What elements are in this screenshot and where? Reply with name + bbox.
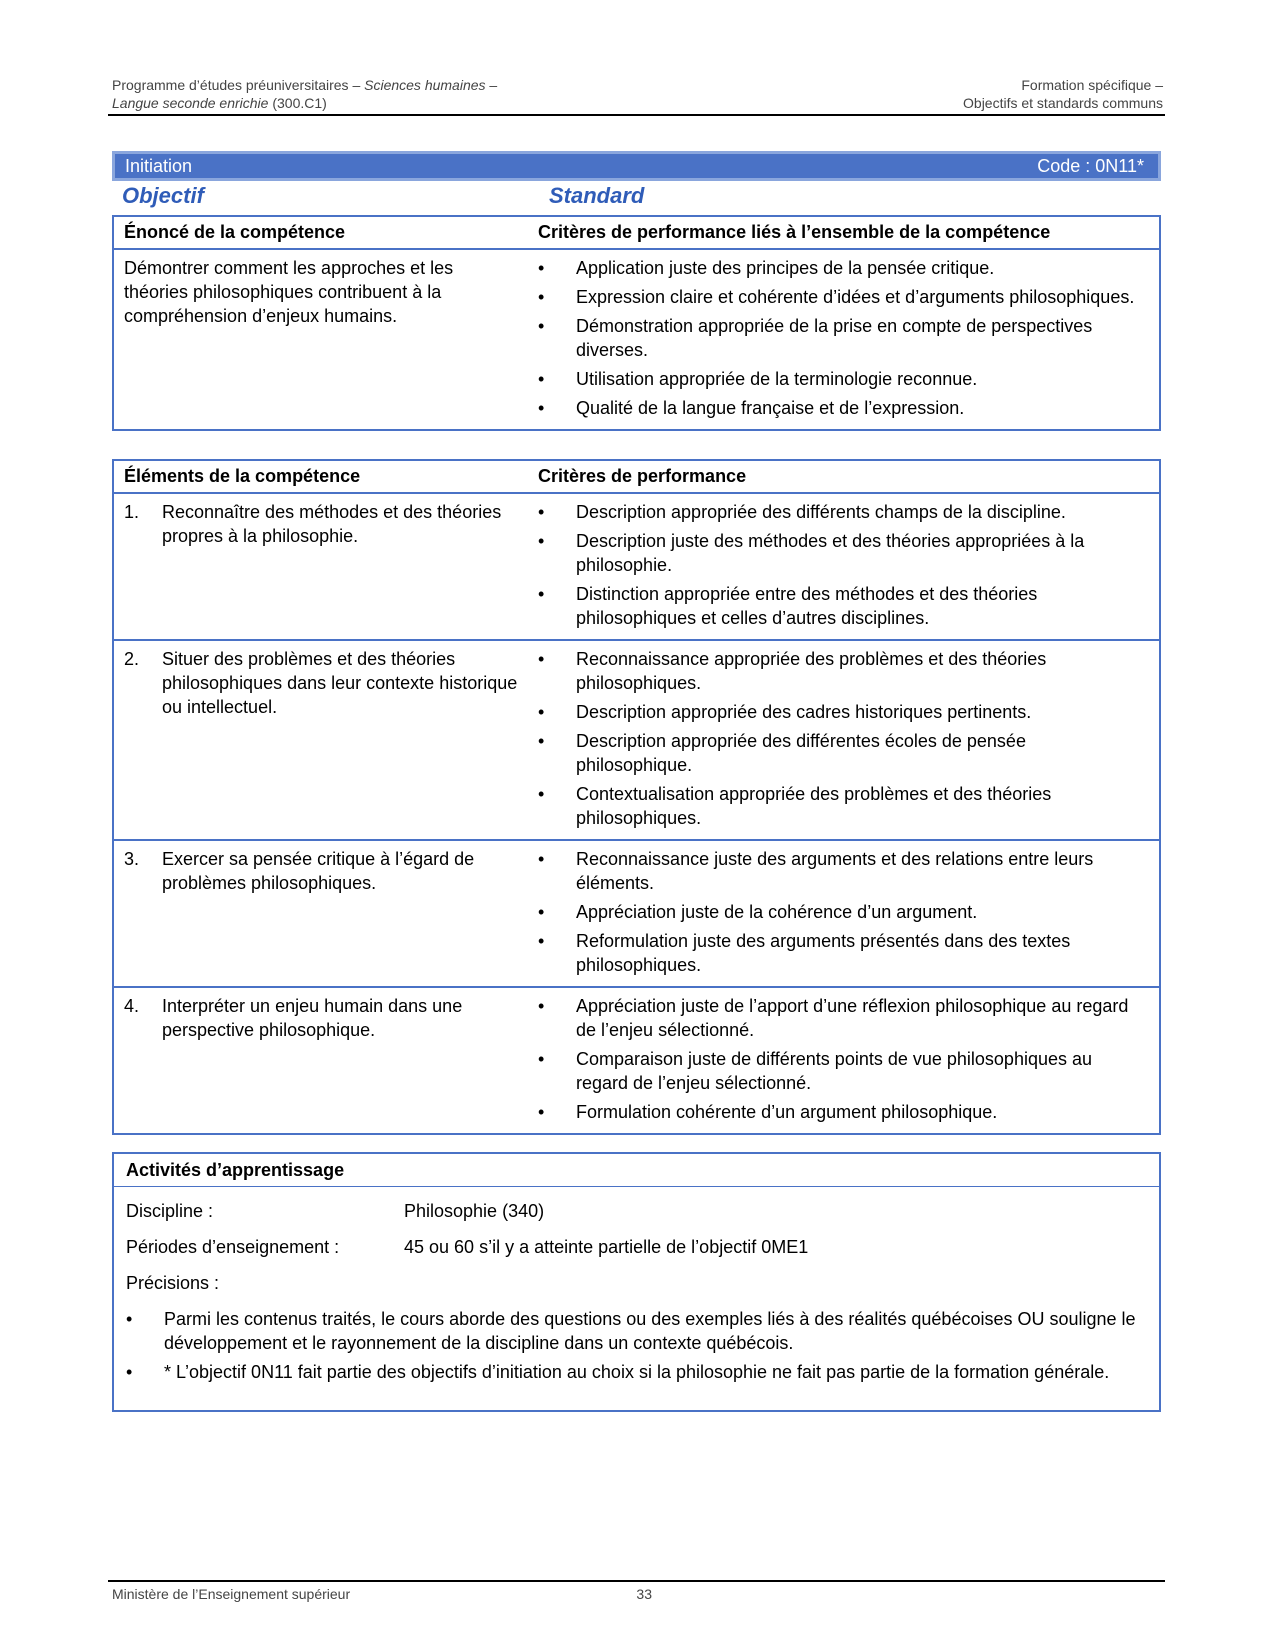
criteria-item: • Qualité de la langue française et de l’expression. bbox=[538, 398, 965, 418]
bullet-icon: • bbox=[538, 931, 545, 951]
precision-item: • * L’objectif 0N11 fait partie des objectifs d’initiation au choix si la philosophie ne fait pas partie de la formation générale. bbox=[126, 1362, 1110, 1382]
periods-value: 45 ou 60 s’il y a atteinte partielle de l’objectif 0ME1 bbox=[404, 1237, 809, 1257]
bullet-icon: • bbox=[538, 784, 545, 804]
footer-ministry: Ministère de l’Enseignement supérieur bbox=[112, 1586, 351, 1602]
element-number: 2. bbox=[124, 649, 140, 669]
bullet-icon: • bbox=[538, 996, 545, 1016]
elements-table-header bbox=[114, 461, 1159, 494]
bullet-icon: • bbox=[538, 287, 545, 307]
criteria-item: • Distinction appropriée entre des méthodes et des théories philosophiques et celles d’autres disciplines. bbox=[538, 584, 1038, 628]
criteria-item: • Expression claire et cohérente d’idées et d’arguments philosophiques. bbox=[538, 287, 1135, 307]
bullet-icon: • bbox=[538, 258, 545, 278]
element-text: Situer des problèmes et des théories philosophiques dans leur contexte historique ou intellectuel. bbox=[162, 649, 518, 717]
element-number: 4. bbox=[124, 996, 140, 1016]
bullet-icon: • bbox=[538, 502, 545, 522]
course-code: Code : 0N11* bbox=[1037, 155, 1144, 176]
periods-line bbox=[114, 1235, 1159, 1259]
header-rule bbox=[108, 114, 1165, 116]
elements-criteria-heading: Critères de performance bbox=[538, 466, 747, 486]
criteria-item: • Reconnaissance juste des arguments et des relations entre leurs éléments. bbox=[538, 849, 1094, 893]
criteria-item: • Application juste des principes de la pensée critique. bbox=[538, 258, 995, 278]
competence-criteria-heading: Critères de performance liés à l’ensemble de la compétence bbox=[538, 222, 1051, 242]
competence-row bbox=[114, 250, 1159, 429]
objectif-heading: Objectif bbox=[122, 183, 204, 208]
discipline-label: Discipline : bbox=[126, 1201, 214, 1221]
competence-statement: Démontrer comment les approches et les théories philosophiques contribuent à la compréhension d’enjeux humains. bbox=[124, 258, 454, 326]
competence-criteria-list bbox=[532, 256, 1159, 425]
element-row-4 bbox=[114, 988, 1159, 1133]
element-number: 1. bbox=[124, 502, 140, 522]
title-bar-label: Initiation bbox=[125, 155, 193, 176]
criteria-item: • Comparaison juste de différents points de vue philosophiques au regard de l’enjeu sélectionné. bbox=[538, 1049, 1093, 1093]
competence-table bbox=[112, 215, 1161, 431]
learning-activities-box bbox=[112, 1152, 1161, 1412]
standard-heading: Standard bbox=[549, 183, 645, 208]
bullet-icon: • bbox=[538, 369, 545, 389]
competence-statement-heading: Énoncé de la compétence bbox=[124, 222, 346, 242]
header-program-subline: Langue seconde enrichie (300.C1) bbox=[112, 95, 327, 111]
page-number: 33 bbox=[636, 1586, 652, 1602]
element-text: Reconnaître des méthodes et des théories propres à la philosophie. bbox=[162, 502, 502, 546]
criteria-item: • Formulation cohérente d’un argument philosophique. bbox=[538, 1102, 998, 1122]
page-footer bbox=[112, 1586, 652, 1602]
footer-rule bbox=[108, 1580, 1165, 1582]
element-number: 3. bbox=[124, 849, 140, 869]
activities-heading: Activités d’apprentissage bbox=[114, 1154, 1159, 1187]
precision-item: • Parmi les contenus traités, le cours aborde des questions ou des exemples liés à des réalités québécoises OU souligne le développement et le rayonnement de la discipline dans un contexte québécois. bbox=[126, 1309, 1136, 1353]
criteria-item: • Appréciation juste de la cohérence d’un argument. bbox=[538, 902, 978, 922]
bullet-icon: • bbox=[538, 531, 545, 551]
criteria-item: • Description appropriée des cadres historiques pertinents. bbox=[538, 702, 1032, 722]
bullet-icon: • bbox=[538, 316, 545, 336]
bullet-icon: • bbox=[538, 731, 545, 751]
bullet-icon: • bbox=[126, 1362, 133, 1382]
header-program-line: Programme d’études préuniversitaires – Sciences humaines – bbox=[112, 77, 498, 93]
criteria-item: • Reformulation juste des arguments présentés dans des textes philosophiques. bbox=[538, 931, 1071, 975]
bullet-icon: • bbox=[538, 849, 545, 869]
element-row-2 bbox=[114, 641, 1159, 841]
criteria-item: • Appréciation juste de l’apport d’une réflexion philosophique au regard de l’enjeu sélectionné. bbox=[538, 996, 1129, 1040]
bullet-icon: • bbox=[126, 1309, 133, 1329]
bullet-icon: • bbox=[538, 902, 545, 922]
bullet-icon: • bbox=[538, 1102, 545, 1122]
criteria-item: • Utilisation appropriée de la terminologie reconnue. bbox=[538, 369, 978, 389]
bullet-icon: • bbox=[538, 702, 545, 722]
criteria-item: • Description juste des méthodes et des théories appropriées à la philosophie. bbox=[538, 531, 1085, 575]
competence-table-header bbox=[114, 217, 1159, 250]
element-criteria-list bbox=[532, 847, 1159, 982]
element-row-1 bbox=[114, 494, 1159, 641]
header-section-subline: Objectifs et standards communs bbox=[963, 95, 1163, 111]
bullet-icon: • bbox=[538, 398, 545, 418]
criteria-item: • Description appropriée des différents champs de la discipline. bbox=[538, 502, 1066, 522]
criteria-item: • Démonstration appropriée de la prise en compte de perspectives diverses. bbox=[538, 316, 1093, 360]
bullet-icon: • bbox=[538, 584, 545, 604]
criteria-item: • Description appropriée des différentes écoles de pensée philosophique. bbox=[538, 731, 1026, 775]
element-text: Interpréter un enjeu humain dans une perspective philosophique. bbox=[162, 996, 463, 1040]
discipline-value: Philosophie (340) bbox=[404, 1201, 545, 1221]
discipline-line bbox=[114, 1199, 1159, 1223]
header-section-line: Formation spécifique – bbox=[1021, 77, 1163, 93]
element-criteria-list bbox=[532, 500, 1159, 635]
running-header bbox=[112, 76, 1163, 112]
criteria-item: • Contextualisation appropriée des problèmes et des théories philosophiques. bbox=[538, 784, 1052, 828]
periods-label: Périodes d’enseignement : bbox=[126, 1237, 340, 1257]
title-bar bbox=[112, 151, 1161, 181]
precisions-line bbox=[114, 1271, 1159, 1295]
bullet-icon: • bbox=[538, 1049, 545, 1069]
precisions-label: Précisions : bbox=[126, 1273, 220, 1293]
element-criteria-list bbox=[532, 994, 1159, 1129]
elements-table bbox=[112, 459, 1161, 1135]
column-heads bbox=[122, 183, 1162, 213]
element-row-3 bbox=[114, 841, 1159, 988]
element-criteria-list bbox=[532, 647, 1159, 835]
criteria-item: • Reconnaissance appropriée des problèmes et des théories philosophiques. bbox=[538, 649, 1047, 693]
bullet-icon: • bbox=[538, 649, 545, 669]
elements-heading: Éléments de la compétence bbox=[124, 466, 361, 486]
element-text: Exercer sa pensée critique à l’égard de problèmes philosophiques. bbox=[162, 849, 475, 893]
